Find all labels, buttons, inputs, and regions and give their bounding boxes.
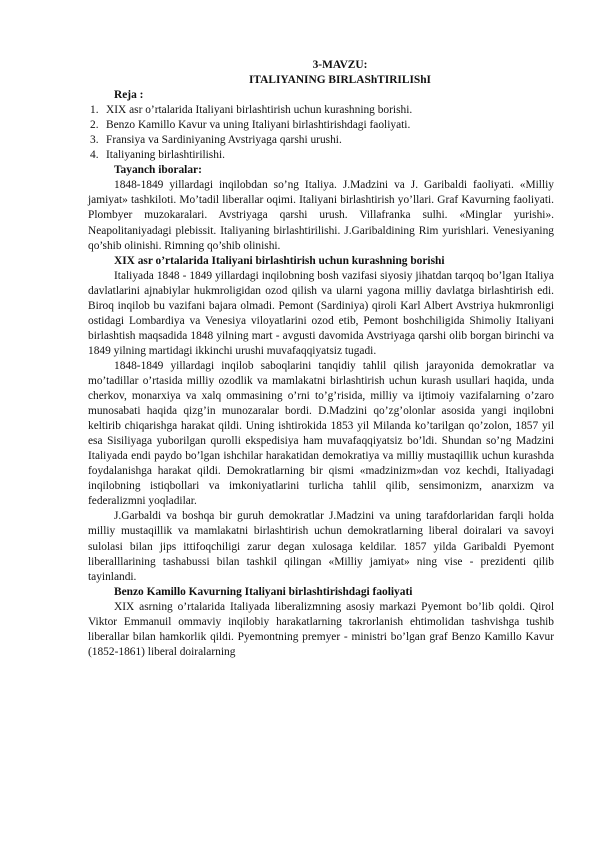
key-terms-label: Tayanch iboralar: [114, 164, 202, 177]
key-terms-text: 1848-1849 yillardagi inqilobdan so’ng Italiya. J.Madzini va J. Garibaldi faoliyati. «Milliy jamiyat» tashkiloti. Mo’tadil liberallar oqimi. Italiyani birlashtirish yo’llari. Graf Kavurning faoliyati. Plombyer muzokaralari. Avstriyaga qarshi urush. Villafranka sulhi. «Minglar yurishi». Neapolitaniyadagi plebissit. Italiyaning birlashtirilishi. J.Garibaldining Rim yurishlari. Venesiyaning qo’shib olinishi. Rimning qo’shib olinishi. [88, 179, 554, 252]
plan-item: 1. XIX asr o’rtalarida Italiyani birlashtirish uchun kurashning borishi. [90, 104, 413, 117]
plan-label: Reja : [114, 89, 144, 102]
section-heading-2: Benzo Kamillo Kavurning Italiyani birlashtirishdagi faoliyati [114, 585, 413, 598]
plan-list [88, 103, 554, 163]
topic-label: 3-MAVZU: [312, 59, 368, 71]
paragraph: Italiyada 1848 - 1849 yillardagi inqilobning bosh vazifasi siyosiy jihatdan tarqoq bo’lgan Italiya davlatlarini ajnabiylar hukmroligidan ozod qilish va ularni yagona milliy davlatga birlashtirish edi. Biroq inqilob bu vazifani bajara olmadi. Pemont (Sardiniya) qiroli Karl Albert Avstriya hukmronligi ostidagi Lombardiya va Venesiya viloyatlarini ozod etib, Pemont boshchiligida Shimoliy Italiyani birlashtish maqsadida 1848 yilning mart - avgusti davomida Avstriyaga qarshi olib borgan birinchi va 1849 yilning martidagi ikkinchi urushi muvafaqqiyatsiz tugadi. [88, 269, 554, 357]
section-heading-1: XIX asr o’rtalarida Italiyani birlashtirish uchun kurashning borishi [114, 254, 445, 267]
paragraph: XIX asrning o’rtalarida Italiyada liberalizmning asosiy markazi Pyemont bo’lib qoldi. Qirol Viktor Emmanuil ommaviy inqilobiy harakatlarning takrorlanish ehtimolidan tashvishga tushib liberallar bilan hamkorlik qildi. Pyemontning premyer - ministri bo’lgan graf Benzo Kamillo Kavur (1852-1861) liberal doiralarning [88, 600, 554, 658]
plan-item: 3. Fransiya va Sardiniyaning Avstriyaga qarshi urushi. [90, 134, 342, 147]
plan-item: 4. Italiyaning birlashtirilishi. [90, 149, 225, 162]
plan-item: 2. Benzo Kamillo Kavur va uning Italiyani birlashtirishdagi faoliyati. [90, 119, 411, 132]
paragraph: J.Garbaldi va boshqa bir guruh demokratlar J.Madzini va uning tarafdorlaridan farqli holda milliy mustaqillik va mamlakatni birlashtirish uchun demokratlarning liberal doiralari va savoyi sulolasi bilan jips ittifoqchiligi zarur degan xulosaga keldilar. 1857 yilda Garibaldi Pyemont liberalllarining tashabussi bilan tashkil qilingan «Milliy jamiyat» ning vise - prezidenti qilib tayinlandi. [88, 510, 554, 583]
page-title: ITALIYANING BIRLAShTIRILIShI [248, 74, 431, 87]
paragraph: 1848-1849 yillardagi inqilob saboqlarini tanqidiy tahlil qilish jarayonida demokratlar va mo’tadillar o’rtasida milliy ozodlik va mamlakatni birlashtirish uchun kurash usullari haqida, unda cherkov, monarxiya va xalq ommasining o’rni to’g’risida, milliy va ijtimoiy vazifalarning o’zaro munosabati haqida qizg’in munozaralar bordi. D.Madzini qo’zg’olonlar asosida yangi inqilobni keltirib chiqarishga harakat qildi. Uning ishtirokida 1853 yil Milanda ko’tarilgan qo’zolon, 1857 yil esa Sisiliyaga yuborilgan qurolli ekspedisiya ham muvafaqqiyatsiz bo’ldi. Shundan so’ng Madzini Italiyada endi paydo bo’lgan ishchilar harakatidan demokratiya va milliy mustaqillik uchun kurashda foydalanishga harakat qildi. Demokratlarning bir qismi «madzinizm»dan voz kechdi, Italiyadagi inqilobning istiqbollari va imkoniyatlarini turlicha tahlil qilib, sensimonizm, anarxizm va federalizmni yoqladilar. [88, 359, 554, 508]
